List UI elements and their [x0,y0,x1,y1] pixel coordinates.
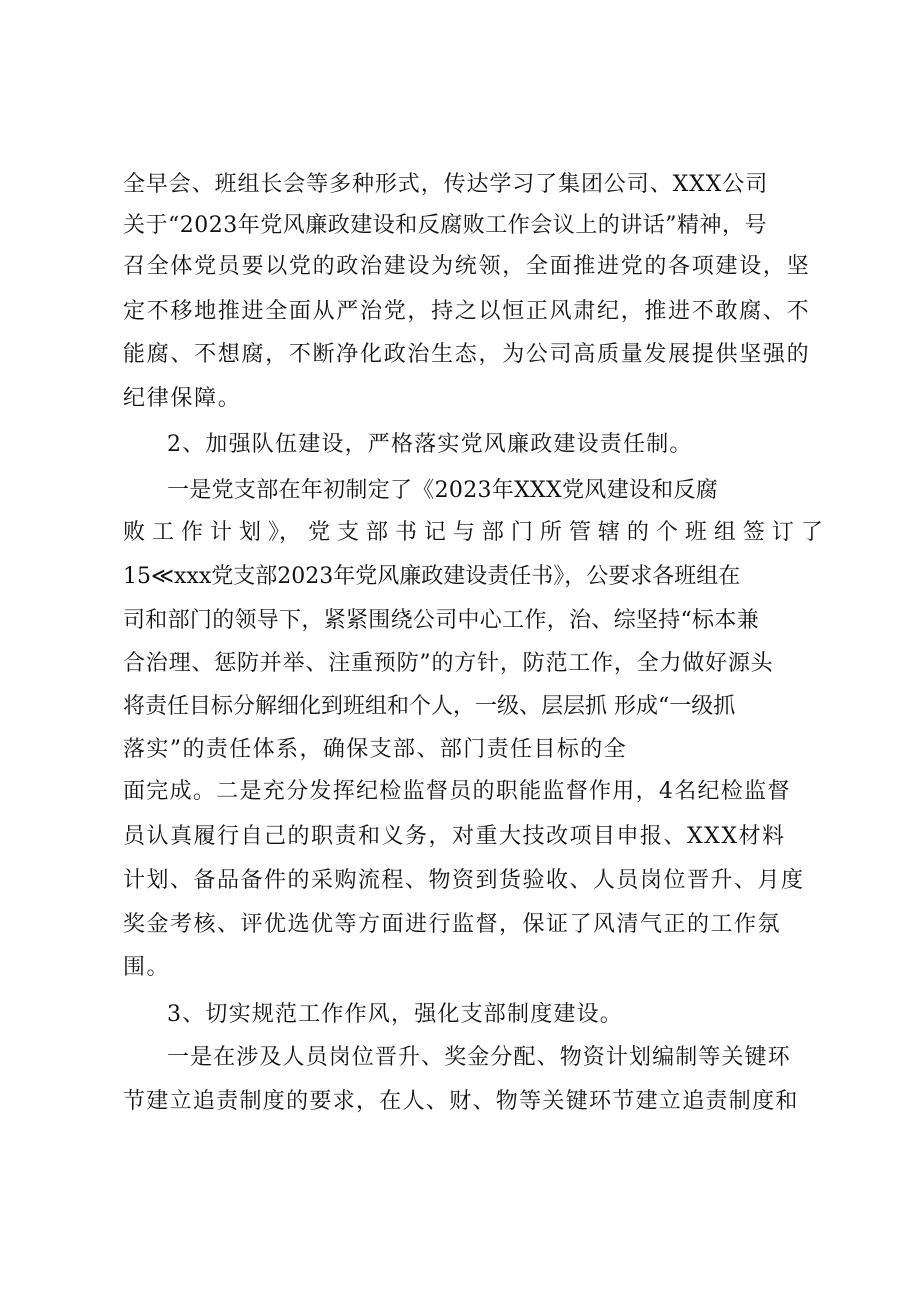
section-heading-2: 2、加强队伍建设，严格落实党风廉政建设责任制。 [167,432,693,457]
body-line-14: 面完成。二是充分发挥纪检监督员的职能监督作用，4名纪检监督 [123,779,791,804]
body-line-2: 关于“2023年党风廉政建设和反腐败工作会议上的讲话”精神，号 [123,213,767,238]
body-line-3: 召全体党员要以党的政治建设为统领，全面推进党的各项建设，坚 [123,254,811,279]
body-line-9: 15≪xxx党支部2023年党风廉政建设责任书》，公要求各班组在 [123,564,741,589]
body-line-5: 能腐、不想腐，不断净化政治生态，为公司高质量发展提供坚强的 [123,342,811,367]
body-line-20: 节建立追责制度的要求，在人、财、物等关键环节建立追责制度和 [123,1089,799,1114]
body-line-17: 奖金考核、评优选优等方面进行监督，保证了风清气正的工作氛 [123,912,782,937]
body-line-15: 员认真履行自己的职责和义务，对重大技改项目申报、XXX材料 [123,824,786,849]
body-line-7: 一是党支部在年初制定了《2023年XXX党风建设和反腐 [167,478,719,503]
body-line-12: 将责任目标分解细化到班组和个人，一级、层层抓 形成“一级抓 [123,694,736,719]
body-line-10: 司和部门的领导下，紧紧围绕公司中心工作，治、综坚持“标本兼 [123,608,759,633]
body-line-18: 围。 [123,955,171,980]
section-heading-3: 3、切实规范工作作风，强化支部制度建设。 [167,1002,623,1027]
body-line-13: 落实”的责任体系，确保支部、部门责任目标的全 [123,737,628,762]
body-line-16: 计划、备品备件的采购流程、物资到货验收、人员岗位晋升、月度 [123,868,805,893]
body-line-4: 定不移地推进全面从严治党，持之以恒正风肃纪，推进不敢腐、不 [123,299,811,324]
body-line-8: 败 工 作 计 划 》， 党 支 部 书 记 与 部 门 所 管 辖 的 个 班 组 签 订 了 [123,520,823,545]
body-line-1: 全早会、班组长会等多种形式，传达学习了集团公司、XXX公司 [123,172,769,197]
body-line-19: 一是在涉及人员岗位晋升、奖金分配、物资计划编制等关键环 [167,1045,791,1070]
body-line-6: 纪律保障。 [123,386,242,411]
body-line-11: 合治理、惩防并举、注重预防”的方针，防范工作，全力做好源头 [123,651,774,676]
